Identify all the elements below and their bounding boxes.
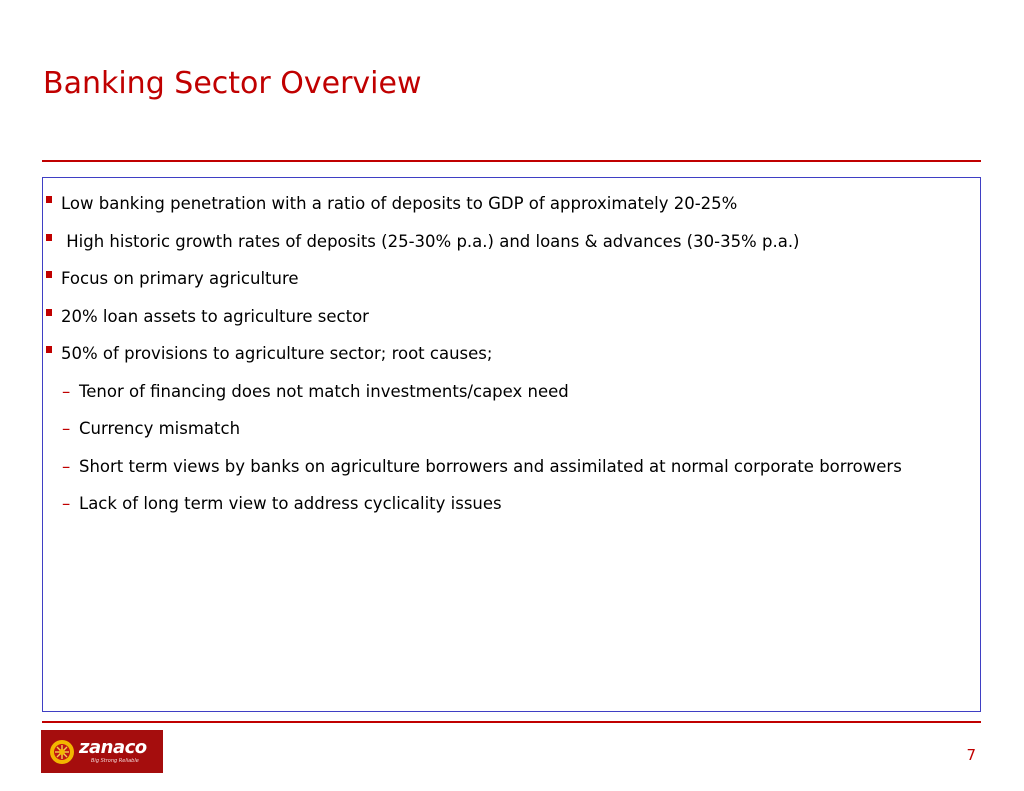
sub-bullet-item <box>43 410 980 448</box>
logo-tagline: Big Strong Reliable <box>91 758 139 764</box>
bullet-text: Focus on primary agriculture <box>61 269 299 288</box>
bullet-text: Low banking penetration with a ratio of deposits to GDP of approximately 20-25% <box>61 194 738 213</box>
bullet-item <box>43 223 980 261</box>
bullet-text: 20% loan assets to agriculture sector <box>61 306 369 326</box>
sub-bullet-text: Lack of long term view to address cyclicality issues <box>79 494 502 513</box>
sub-bullet-text: Currency mismatch <box>79 419 241 438</box>
sub-bullet-item <box>43 373 980 411</box>
bullet-item <box>43 185 980 223</box>
dash-bullet-icon: – <box>62 381 71 401</box>
bullet-item <box>43 335 980 373</box>
title-divider <box>42 160 981 162</box>
square-bullet-icon <box>46 271 52 278</box>
bullet-text: 50% of provisions to agriculture sector; root causes; <box>61 344 493 363</box>
sub-bullet-item <box>43 485 980 523</box>
logo-name: zanaco <box>79 737 147 758</box>
sub-bullet-text: Short term views by banks on agriculture borrowers and assimilated at normal corporate borrowers <box>79 456 902 476</box>
dash-bullet-icon: – <box>62 456 71 476</box>
square-bullet-icon <box>46 346 52 353</box>
sun-emblem-icon <box>49 739 75 765</box>
slide-title: Banking Sector Overview <box>43 66 422 101</box>
page-number: 7 <box>966 746 976 764</box>
bullet-list <box>43 185 980 523</box>
content-box <box>42 177 981 712</box>
square-bullet-icon <box>46 309 52 316</box>
square-bullet-icon <box>46 196 52 203</box>
logo-text <box>79 739 147 764</box>
square-bullet-icon <box>46 234 52 241</box>
footer-divider <box>42 721 981 723</box>
bullet-item <box>43 298 980 336</box>
dash-bullet-icon: – <box>62 419 71 438</box>
bullet-text: High historic growth rates of deposits (25-30% p.a.) and loans & advances (30-35% p.a.) <box>61 231 800 251</box>
zanaco-logo <box>41 730 163 773</box>
dash-bullet-icon: – <box>62 494 71 513</box>
sub-bullet-text: Tenor of financing does not match investments/capex need <box>79 381 569 401</box>
bullet-item <box>43 260 980 298</box>
sub-bullet-item <box>43 448 909 486</box>
